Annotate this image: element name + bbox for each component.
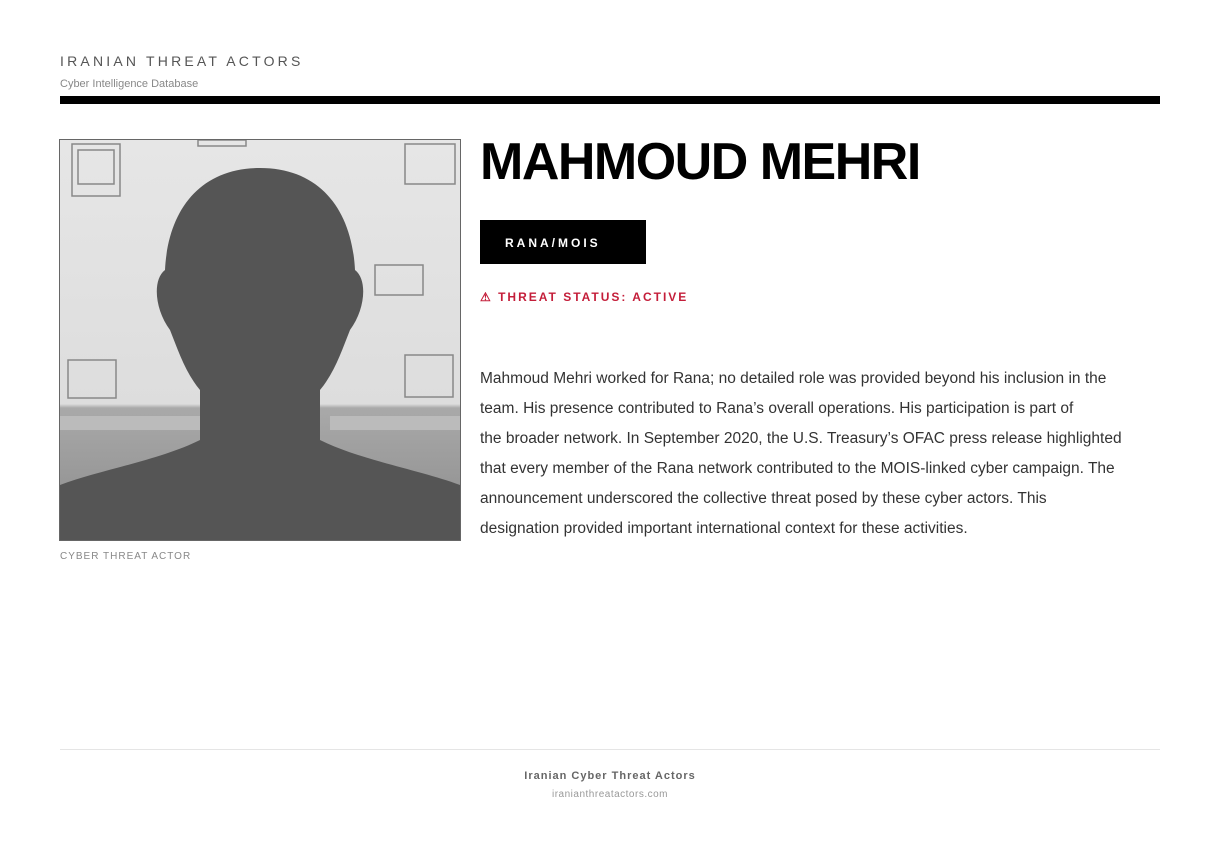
bio-line: announcement underscored the collective threat posed by these cyber actors. This [480,490,1047,507]
footer-divider [60,749,1160,750]
actor-name: MAHMOUD MEHRI [480,133,920,191]
silhouette-icon [60,140,460,540]
group-badge: RANA/MOIS [480,220,646,264]
header-divider [60,96,1160,104]
threat-status: ⚠ THREAT STATUS: ACTIVE [480,290,689,304]
actor-bio [480,364,1160,544]
photo-caption: CYBER THREAT ACTOR [60,551,192,562]
footer-title: Iranian Cyber Threat Actors [524,770,696,782]
bio-line: the broader network. In September 2020, the U.S. Treasury’s OFAC press release highlighted [480,430,1122,447]
footer-url[interactable]: iranianthreatactors.com [552,789,668,800]
actor-photo [59,139,461,541]
site-subtitle: Cyber Intelligence Database [60,78,199,90]
site-brand: IRANIAN THREAT ACTORS [60,53,304,69]
bio-line: team. His presence contributed to Rana’s overall operations. His participation is part of [480,400,1074,417]
bio-line: that every member of the Rana network contributed to the MOIS-linked cyber campaign. The [480,460,1115,477]
bio-line: Mahmoud Mehri worked for Rana; no detailed role was provided beyond his inclusion in the [480,370,1107,387]
bio-line: designation provided important international context for these activities. [480,520,968,537]
